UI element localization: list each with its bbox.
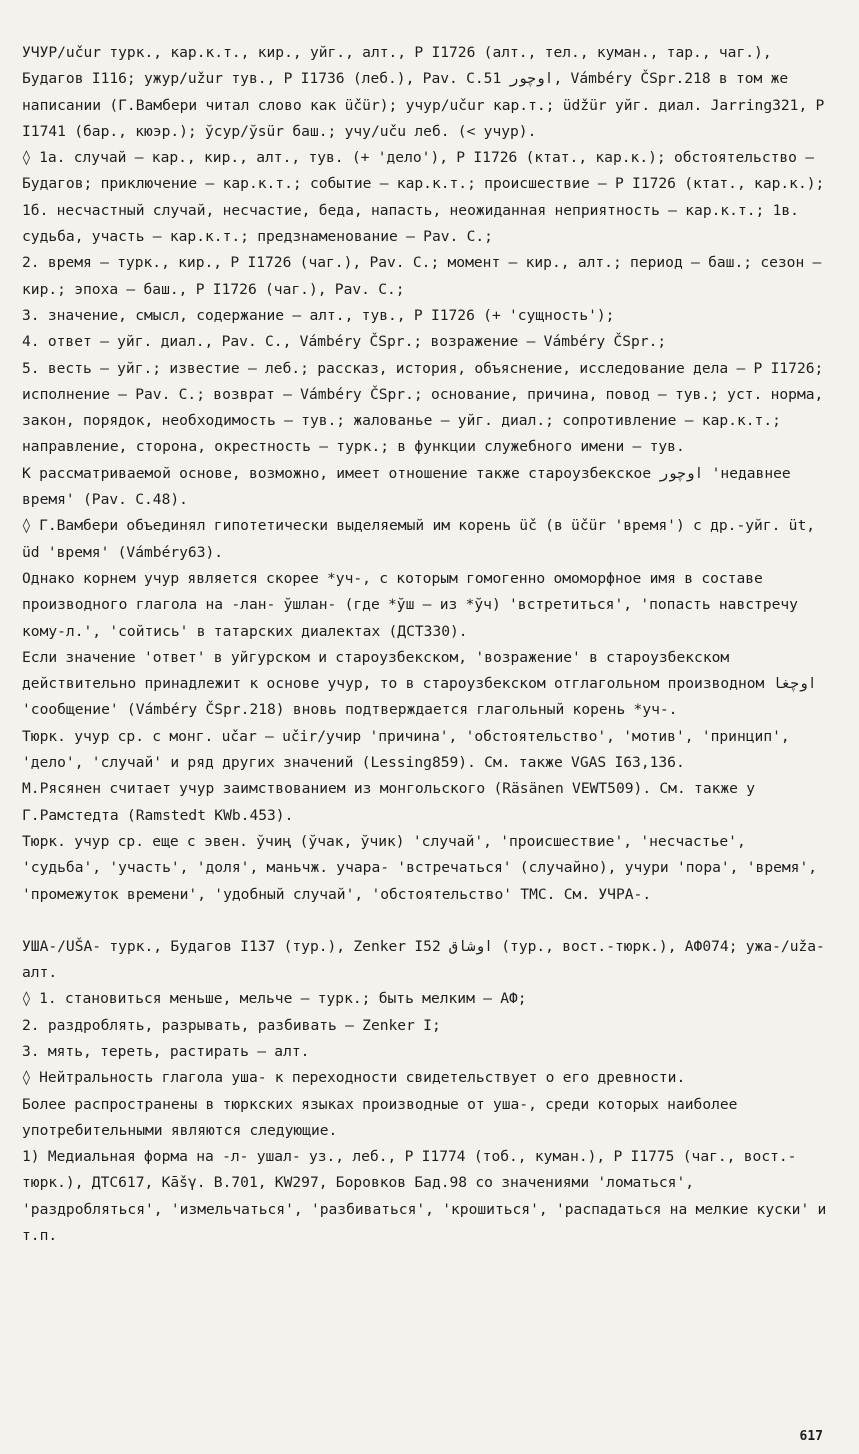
note-vambery: ◊ Г.Вамбери объединял гипотетически выделяемый им корень üč (в üčür 'время') с др.-уйг. üt, üd 'время' (Vámbéry63). [22, 517, 816, 561]
entry-usha-header: УША-/UŠA- турк., Будагов I137 (тур.), Zenker I52 اوشاق (тур., вост.-тюрк.), АФ074; ужа-/uža- алт. [22, 937, 825, 982]
note-even: Тюрк. учур ср. еще с эвен. ўчиң (ўчак, ўчик) 'случай', 'происшествие', 'несчастье', 'судьба', 'участь', 'доля', маньчж. учара- 'встречаться' (случайно), учури 'пора', 'время', 'промежуток времени', 'удобный случай', 'обстоятельство' ТМС. См. УЧРА-. [22, 832, 818, 903]
usha-meaning-2: 2. раздроблять, разрывать, разбивать – Zenker I; [22, 1016, 441, 1034]
meaning-3: 3. значение, смысл, содержание – алт., тув., Р I1726 (+ 'сущность'); [22, 306, 615, 324]
note-mongolian: Тюрк. учур ср. с монг. učar – učir/учир 'причина', 'обстоятельство', 'мотив', 'принцип', 'дело', 'случай' и ряд других значений (Lessing859). См. также VGAS I63,136. [22, 727, 790, 772]
note-answer-meaning: Если значение 'ответ' в уйгурском и староузбекском, 'возражение' в староузбекском действительно принадлежит к основе учур, то в староузбекском отглагольном производном اوچغا 'сообщение' (Vámbéry ČSpr.218) вновь подтверждается глагольный корень *уч-. [22, 648, 817, 719]
usha-derivative-1: 1) Медиальная форма на -л- ушал- уз., леб., Р I1774 (тоб., куман.), Р I1775 (чаг., вост.-тюрк.), ДТС617, Kāšγ. B.701, KW297, Боровков Бад.98 со значениями 'ломаться', 'раздробляться', 'измельчаться', 'разбиваться', 'крошиться', 'распадаться на мелкие куски' и т.п. [22, 1148, 827, 1245]
meaning-4: 4. ответ – уйг. диал., Pav. C., Vámbéry ČSpr.; возражение – Vámbéry ČSpr.; [22, 333, 667, 351]
page-number: 617 [799, 1429, 823, 1444]
meaning-5: 5. весть – уйг.; известие – леб.; рассказ, история, объяснение, исследование дела – Р I1726; исполнение – Pav. C.; возврат – Vámbéry ČSpr.; основание, причина, повод – тув.; уст. норма, закон, порядок, необходимость – тув.; жалованье – уйг. диал.; сопротивление – кар.к.т.; направление, сторона, окрестность – турк.; в функции служебного имени – тув. [22, 359, 824, 456]
usha-meaning-3: 3. мять, тереть, растирать – алт. [22, 1042, 310, 1060]
entry-gap [22, 908, 827, 934]
note-old-uzbek: К рассматриваемой основе, возможно, имеет отношение также староузбекское اوچور 'недавнее время' (Pav. C.48). [22, 464, 791, 509]
note-root-uch: Однако корнем учур является скорее *уч-, с которым гомогенно омоморфное имя в составе производного глагола на -лан- ўшлан- (где *ўш – из *ўч) 'встретиться', 'попасть навстречу кому-л.', 'сойтись' в татарских диалектах (ДСТ330). [22, 569, 798, 640]
meaning-1: ◊ 1а. случай – кар., кир., алт., тув. (+ 'дело'), Р I1726 (ктат., кар.к.); обстоятельство – Будагов; приключение – кар.к.т.; событие – кар.к.т.; происшествие – Р I1726 (ктат., кар.к.); 1б. несчастный случай, несчастие, беда, напасть, неожиданная неприятность – кар.к.т.; 1в. судьба, участь – кар.к.т.; предзнаменование – Pav. C.; [22, 149, 825, 246]
usha-note-neutrality: ◊ Нейтральность глагола уша- к переходности свидетельствует о его древности. [22, 1069, 686, 1087]
entry-uchur-header: УЧУР/učur турк., кар.к.т., кир., уйг., алт., Р I1726 (алт., тел., куман., тар., чаг.), Будагов I116; ужур/užur тув., Р I1736 (леб.), Pav. C.51 اوچور, Vámbéry ČSpr.218 в том же написании (Г.Вамбери читал слово как üčür); учур/učur кар.т.; üdžür уйг. диал. Jarring321, Р I1741 (бар., кюэр.); ўсур/ўsür баш.; учу/uču леб. (< учур). [22, 44, 825, 140]
meaning-2: 2. время – турк., кир., Р I1726 (чаг.), Pav. C.; момент – кир., алт.; период – баш.; сезон – кир.; эпоха – баш., Р I1726 (чаг.), Pav. C.; [22, 254, 822, 298]
usha-note-derivatives: Более распространены в тюркских языках производные от уша-, среди которых наиболее употребительными являются следующие. [22, 1095, 738, 1139]
note-rasanen: М.Рясянен считает учур заимствованием из монгольского (Räsänen VEWT509). См. также у Г.Рамстедта (Ramstedt KWb.453). [22, 780, 756, 824]
usha-meaning-1: ◊ 1. становиться меньше, мельче – турк.; быть мелким – АФ; [22, 990, 527, 1008]
